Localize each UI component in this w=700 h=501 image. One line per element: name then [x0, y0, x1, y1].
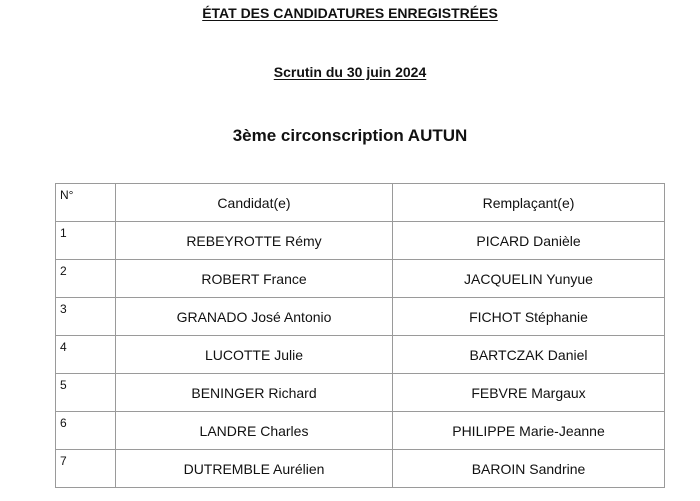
header-number: N° — [56, 184, 116, 222]
table-row — [56, 374, 665, 412]
candidate-name: LANDRE Charles — [116, 412, 393, 450]
table-row — [56, 222, 665, 260]
row-number: 7 — [56, 450, 116, 488]
candidate-name: REBEYROTTE Rémy — [116, 222, 393, 260]
row-number: 1 — [56, 222, 116, 260]
row-number: 3 — [56, 298, 116, 336]
header-candidate: Candidat(e) — [116, 184, 393, 222]
table-row — [56, 450, 665, 488]
header-substitute: Remplaçant(e) — [393, 184, 665, 222]
substitute-name: BAROIN Sandrine — [393, 450, 665, 488]
constituency-heading: 3ème circonscription AUTUN — [232, 126, 468, 145]
table-row — [56, 412, 665, 450]
candidate-name: LUCOTTE Julie — [116, 336, 393, 374]
candidate-name: GRANADO José Antonio — [116, 298, 393, 336]
document-title: ÉTAT DES CANDIDATURES ENREGISTRÉES — [202, 5, 498, 21]
table-row — [56, 298, 665, 336]
substitute-name: PHILIPPE Marie-Jeanne — [393, 412, 665, 450]
table-row — [56, 260, 665, 298]
row-number: 5 — [56, 374, 116, 412]
candidate-name: BENINGER Richard — [116, 374, 393, 412]
table-row — [56, 336, 665, 374]
row-number: 4 — [56, 336, 116, 374]
substitute-name: PICARD Danièle — [393, 222, 665, 260]
candidate-name: ROBERT France — [116, 260, 393, 298]
candidate-name: DUTREMBLE Aurélien — [116, 450, 393, 488]
election-date: Scrutin du 30 juin 2024 — [273, 64, 427, 80]
row-number: 6 — [56, 412, 116, 450]
table-header-row — [56, 184, 665, 222]
substitute-name: FICHOT Stéphanie — [393, 298, 665, 336]
substitute-name: BARTCZAK Daniel — [393, 336, 665, 374]
substitute-name: JACQUELIN Yunyue — [393, 260, 665, 298]
candidates-table — [55, 183, 665, 488]
row-number: 2 — [56, 260, 116, 298]
substitute-name: FEBVRE Margaux — [393, 374, 665, 412]
